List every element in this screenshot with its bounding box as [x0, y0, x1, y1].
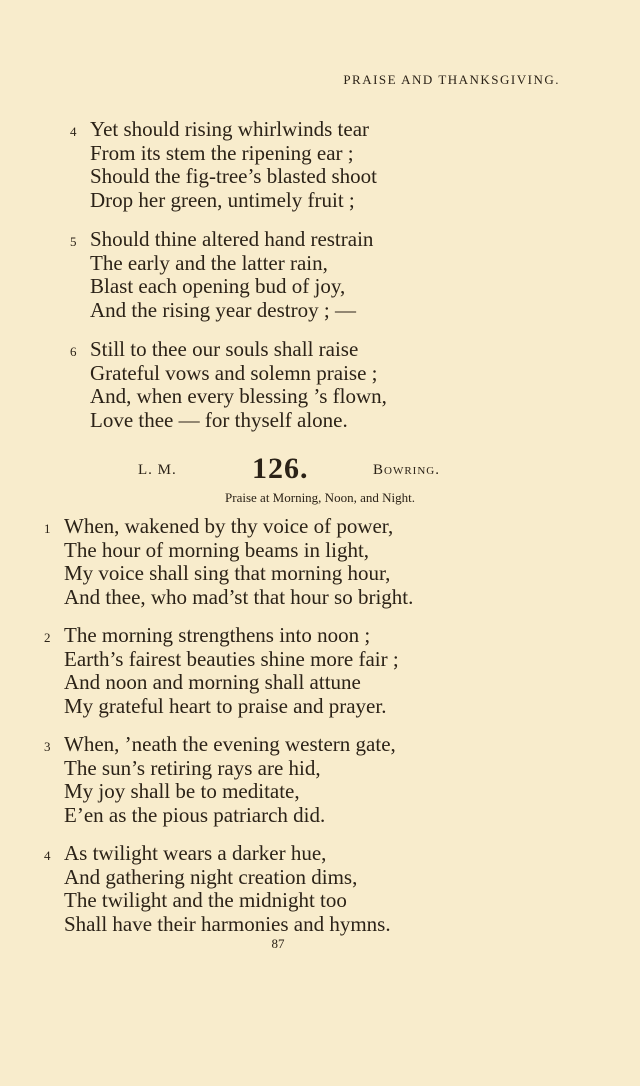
verse-line: E’en as the pious patriarch did.	[64, 802, 326, 827]
stanza-3	[44, 732, 396, 827]
verse-line: When, ’neath the evening western gate,	[64, 732, 396, 756]
verse-line: Should the fig-tree’s blasted shoot	[90, 164, 377, 188]
stanza-1	[44, 514, 414, 609]
verse-line: Grateful vows and solemn praise ;	[90, 360, 378, 385]
verse-line: Should thine altered hand restrain	[90, 227, 374, 251]
verse-line: The hour of morning beams in light,	[64, 537, 370, 562]
stanza-number: 4	[70, 124, 77, 139]
stanza-number: 4	[44, 848, 51, 863]
stanza-number: 3	[44, 739, 51, 754]
verse-line: The sun’s retiring rays are hid,	[64, 755, 321, 780]
stanza-2	[44, 623, 399, 718]
verse-line: And noon and morning shall attune	[64, 670, 361, 694]
verse-line: The twilight and the midnight too	[64, 888, 347, 912]
verse-line: From its stem the ripening ear ;	[90, 140, 354, 165]
verse-line: Drop her green, untimely fruit ;	[90, 187, 355, 212]
verse-line: Still to thee our souls shall raise	[90, 337, 359, 361]
page-number: 87	[271, 936, 285, 951]
stanza-number: 1	[44, 521, 51, 536]
stanza-6-top	[70, 337, 387, 432]
hymn-header	[0, 452, 640, 492]
stanza-number: 6	[70, 344, 77, 359]
stanza-number: 2	[44, 630, 51, 645]
verse-line: As twilight wears a darker hue,	[64, 841, 327, 865]
stanza-4	[44, 841, 391, 936]
hymn-meter: L. M.	[138, 462, 177, 478]
verse-line: The morning strengthens into noon ;	[64, 623, 371, 647]
verse-line: My voice shall sing that morning hour,	[64, 561, 391, 585]
verse-line: Blast each opening bud of joy,	[90, 274, 346, 298]
verse-line: And thee, who mad’st that hour so bright.	[64, 584, 414, 609]
stanza-5-top	[70, 227, 374, 322]
verse-line: And the rising year destroy ; —	[90, 297, 356, 322]
verse-line: Shall have their harmonies and hymns.	[64, 911, 391, 936]
hymn-subtitle: Praise at Morning, Noon, and Night.	[225, 490, 415, 505]
hymn-author: Bowring.	[373, 462, 440, 478]
stanza-4-top	[70, 117, 377, 212]
verse-line: Earth’s fairest beauties shine more fair ;	[64, 646, 399, 671]
verse-line: When, wakened by thy voice of power,	[64, 514, 394, 538]
running-head: PRAISE AND THANKSGIVING.	[343, 72, 560, 87]
verse-line: Love thee — for thyself alone.	[90, 407, 348, 432]
stanza-number: 5	[70, 234, 77, 249]
hymn-number: 126.	[252, 452, 309, 485]
verse-line: And gathering night creation dims,	[64, 864, 358, 889]
verse-line: My joy shall be to meditate,	[64, 779, 300, 803]
verse-line: And, when every blessing ’s flown,	[90, 384, 387, 408]
verse-line: Yet should rising whirlwinds tear	[90, 117, 370, 141]
verse-line: The early and the latter rain,	[90, 250, 328, 275]
verse-line: My grateful heart to praise and prayer.	[64, 693, 387, 718]
